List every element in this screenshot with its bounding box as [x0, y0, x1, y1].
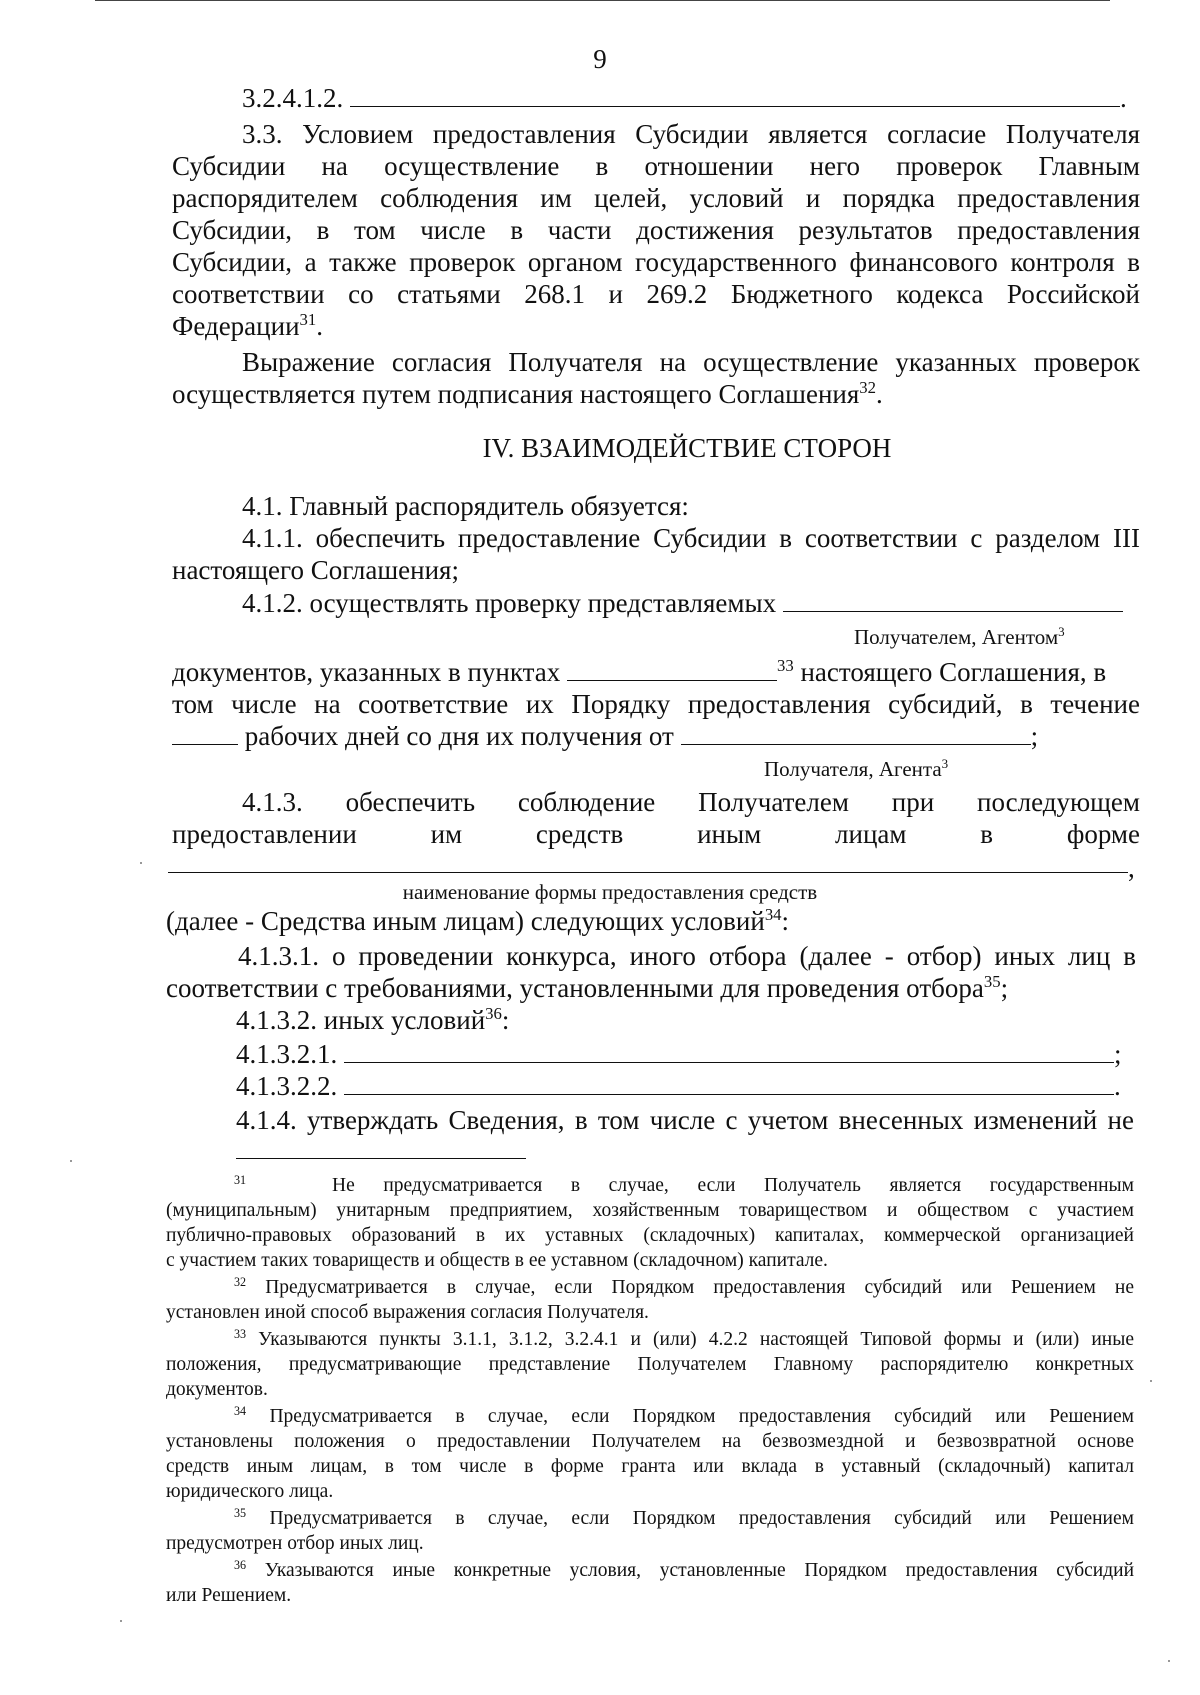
clause-3-3-line-1: 3.3. Условием предоставления Субсидии является согласие Получателя [242, 119, 1140, 149]
section-title: IV. ВЗАИМОДЕЙСТВИЕ СТОРОН [482, 433, 892, 463]
clause-4-1-3-line-1: 4.1.3. обеспечить соблюдение Получателем при последующем [242, 787, 1140, 817]
footnote-ref-32: 32 [859, 377, 877, 397]
footnote-ref-34: 34 [764, 904, 782, 924]
clause-3-3-line-5: Субсидии, а также проверок органом государственного финансового контроля в [172, 247, 1140, 277]
scan-speck [120, 1620, 122, 1622]
footnote-31-line-3: публично-правовых образований в их уставных (складочных) капиталах, коммерческой организацией [166, 1225, 1134, 1246]
clause-4-1-3-2-2: 4.1.3.2.2. . [236, 1071, 1121, 1101]
clause-3-3-line-2: Субсидии на осуществление в отношении него проверок Главным [172, 151, 1140, 181]
clause-3-3-line-7: Федерации$^{31}$. [172, 309, 323, 341]
clause-3-3-line-4: Субсидии, в том числе в части достижения результатов предоставления [172, 215, 1140, 245]
footnote-31-line-1: $^{31}$ Не предусматривается в случае, если Получатель является государственным [234, 1172, 1134, 1196]
clause-4-1-3-1-line-2: соответствии с требованиями, установленными для проведения отбора$^{35}$; [166, 971, 1009, 1003]
consent-line-1: Выражение согласия Получателя на осуществление указанных проверок [242, 347, 1140, 377]
caption-form-name: наименование формы предоставления средств [402, 880, 818, 904]
footnote-31-line-2: (муниципальным) унитарным предприятием, хозяйственным товариществом и обществом с участием [166, 1200, 1134, 1221]
footnote-ref-35: 35 [983, 971, 1001, 991]
footnote-31-line-4: с участием таких товариществ и обществ в ее уставном (складочном) капитале. [166, 1250, 828, 1271]
clause-4-1-3-line-3: (далее - Средства иным лицам) следующих условий$^{34}$: [166, 904, 790, 936]
footnote-36-line-1: $^{36}$ Указываются иные конкретные условия, установленные Порядком предоставления субсидий [234, 1557, 1135, 1581]
scan-speck [1168, 1660, 1170, 1662]
footnote-35-line-2: предусмотрен отбор иных лиц. [166, 1533, 424, 1554]
footnote-34-line-4: юридического лица. [166, 1481, 334, 1502]
footnote-33-line-3: документов. [166, 1379, 268, 1400]
footnote-34-line-2: установлены положения о предоставлении Получателем на безвозмездной и безвозвратной основе [166, 1431, 1134, 1452]
page-number: 9 [593, 44, 607, 74]
footnote-ref-31: 31 [299, 309, 317, 329]
clause-3-3-line-6: соответствии со статьями 268.1 и 269.2 Бюджетного кодекса Российской [172, 279, 1140, 309]
clause-4-1-3-1-line-1: 4.1.3.1. о проведении конкурса, иного отбора (далее - отбор) иных лиц в [238, 941, 1136, 971]
clause-4-1-3-2-1: 4.1.3.2.1. ; [236, 1039, 1122, 1069]
scan-speck [70, 1160, 72, 1162]
form-name-blank [168, 872, 1128, 873]
comma: , [1128, 853, 1135, 883]
caption-recipient-agent: Получателем, Агентом$^3$ [854, 624, 1065, 649]
footnote-35-line-1: $^{35}$ Предусматривается в случае, если Порядком предоставления субсидий или Решением [234, 1505, 1134, 1529]
footnote-36-line-2: или Решением. [166, 1585, 292, 1606]
clause-3-2-4-1-2: 3.2.4.1.2. . [242, 83, 1127, 113]
footnote-ref-36: 36 [485, 1003, 502, 1023]
clause-4-1: 4.1. Главный распорядитель обязуется: [242, 491, 689, 521]
footnote-ref-33: 33 [776, 655, 794, 675]
footnote-33-line-2: положения, предусматривающие представление Получателем Главному распорядителю конкретных [166, 1354, 1134, 1375]
clause-4-1-3-line-2: предоставлении им средств иным лицам в форме [172, 819, 1140, 849]
footnote-34-line-1: $^{34}$ Предусматривается в случае, если Порядком предоставления субсидий или Решением [234, 1403, 1134, 1427]
clause-4-1-2-line-4: рабочих дней со дня их получения от ; [172, 720, 1140, 752]
caption-recipient-agent-2: Получателя, Агента$^3$ [764, 756, 949, 781]
scan-speck [1150, 1380, 1152, 1382]
clause-4-1-2-line-1: 4.1.2. осуществлять проверку представляемых [242, 587, 1140, 619]
scan-edge-line [95, 0, 1110, 1]
clause-4-1-3-2: 4.1.3.2. иных условий$^{36}$: [236, 1003, 510, 1035]
scan-speck [140, 862, 142, 864]
footnote-32-line-2: установлен иной способ выражения согласия Получателя. [166, 1302, 649, 1323]
consent-line-2: осуществляется путем подписания настоящего Соглашения$^{32}$. [172, 377, 883, 409]
footnote-33-line-1: $^{33}$ Указываются пункты 3.1.1, 3.1.2, 3.2.4.1 и (или) 4.2.2 настоящей Типовой формы и (или) иные [234, 1326, 1134, 1350]
clause-4-1-2-line-2: документов, указанных в пунктах $^{33}$ настоящего Соглашения, в [172, 655, 1107, 687]
footnote-32-line-1: $^{32}$ Предусматривается в случае, если Порядком предоставления субсидий или Решением не [234, 1274, 1135, 1298]
clause-4-1-4: 4.1.4. утверждать Сведения, в том числе с учетом внесенных изменений не [236, 1105, 1134, 1135]
clause-4-1-2-line-3: том числе на соответствие их Порядку предоставления субсидий, в течение [172, 689, 1140, 719]
clause-4-1-1-line-1: 4.1.1. обеспечить предоставление Субсидии в соответствии с разделом III [242, 523, 1140, 553]
footnote-34-line-3: средств иным лицам, в том числе в форме гранта или вклада в уставный (складочный) капитал [166, 1456, 1134, 1477]
footnote-separator [236, 1158, 526, 1159]
clause-3-3-line-3: распорядителем соблюдения им целей, условий и порядка предоставления [172, 183, 1140, 213]
clause-4-1-1-line-2: настоящего Соглашения; [172, 555, 459, 585]
